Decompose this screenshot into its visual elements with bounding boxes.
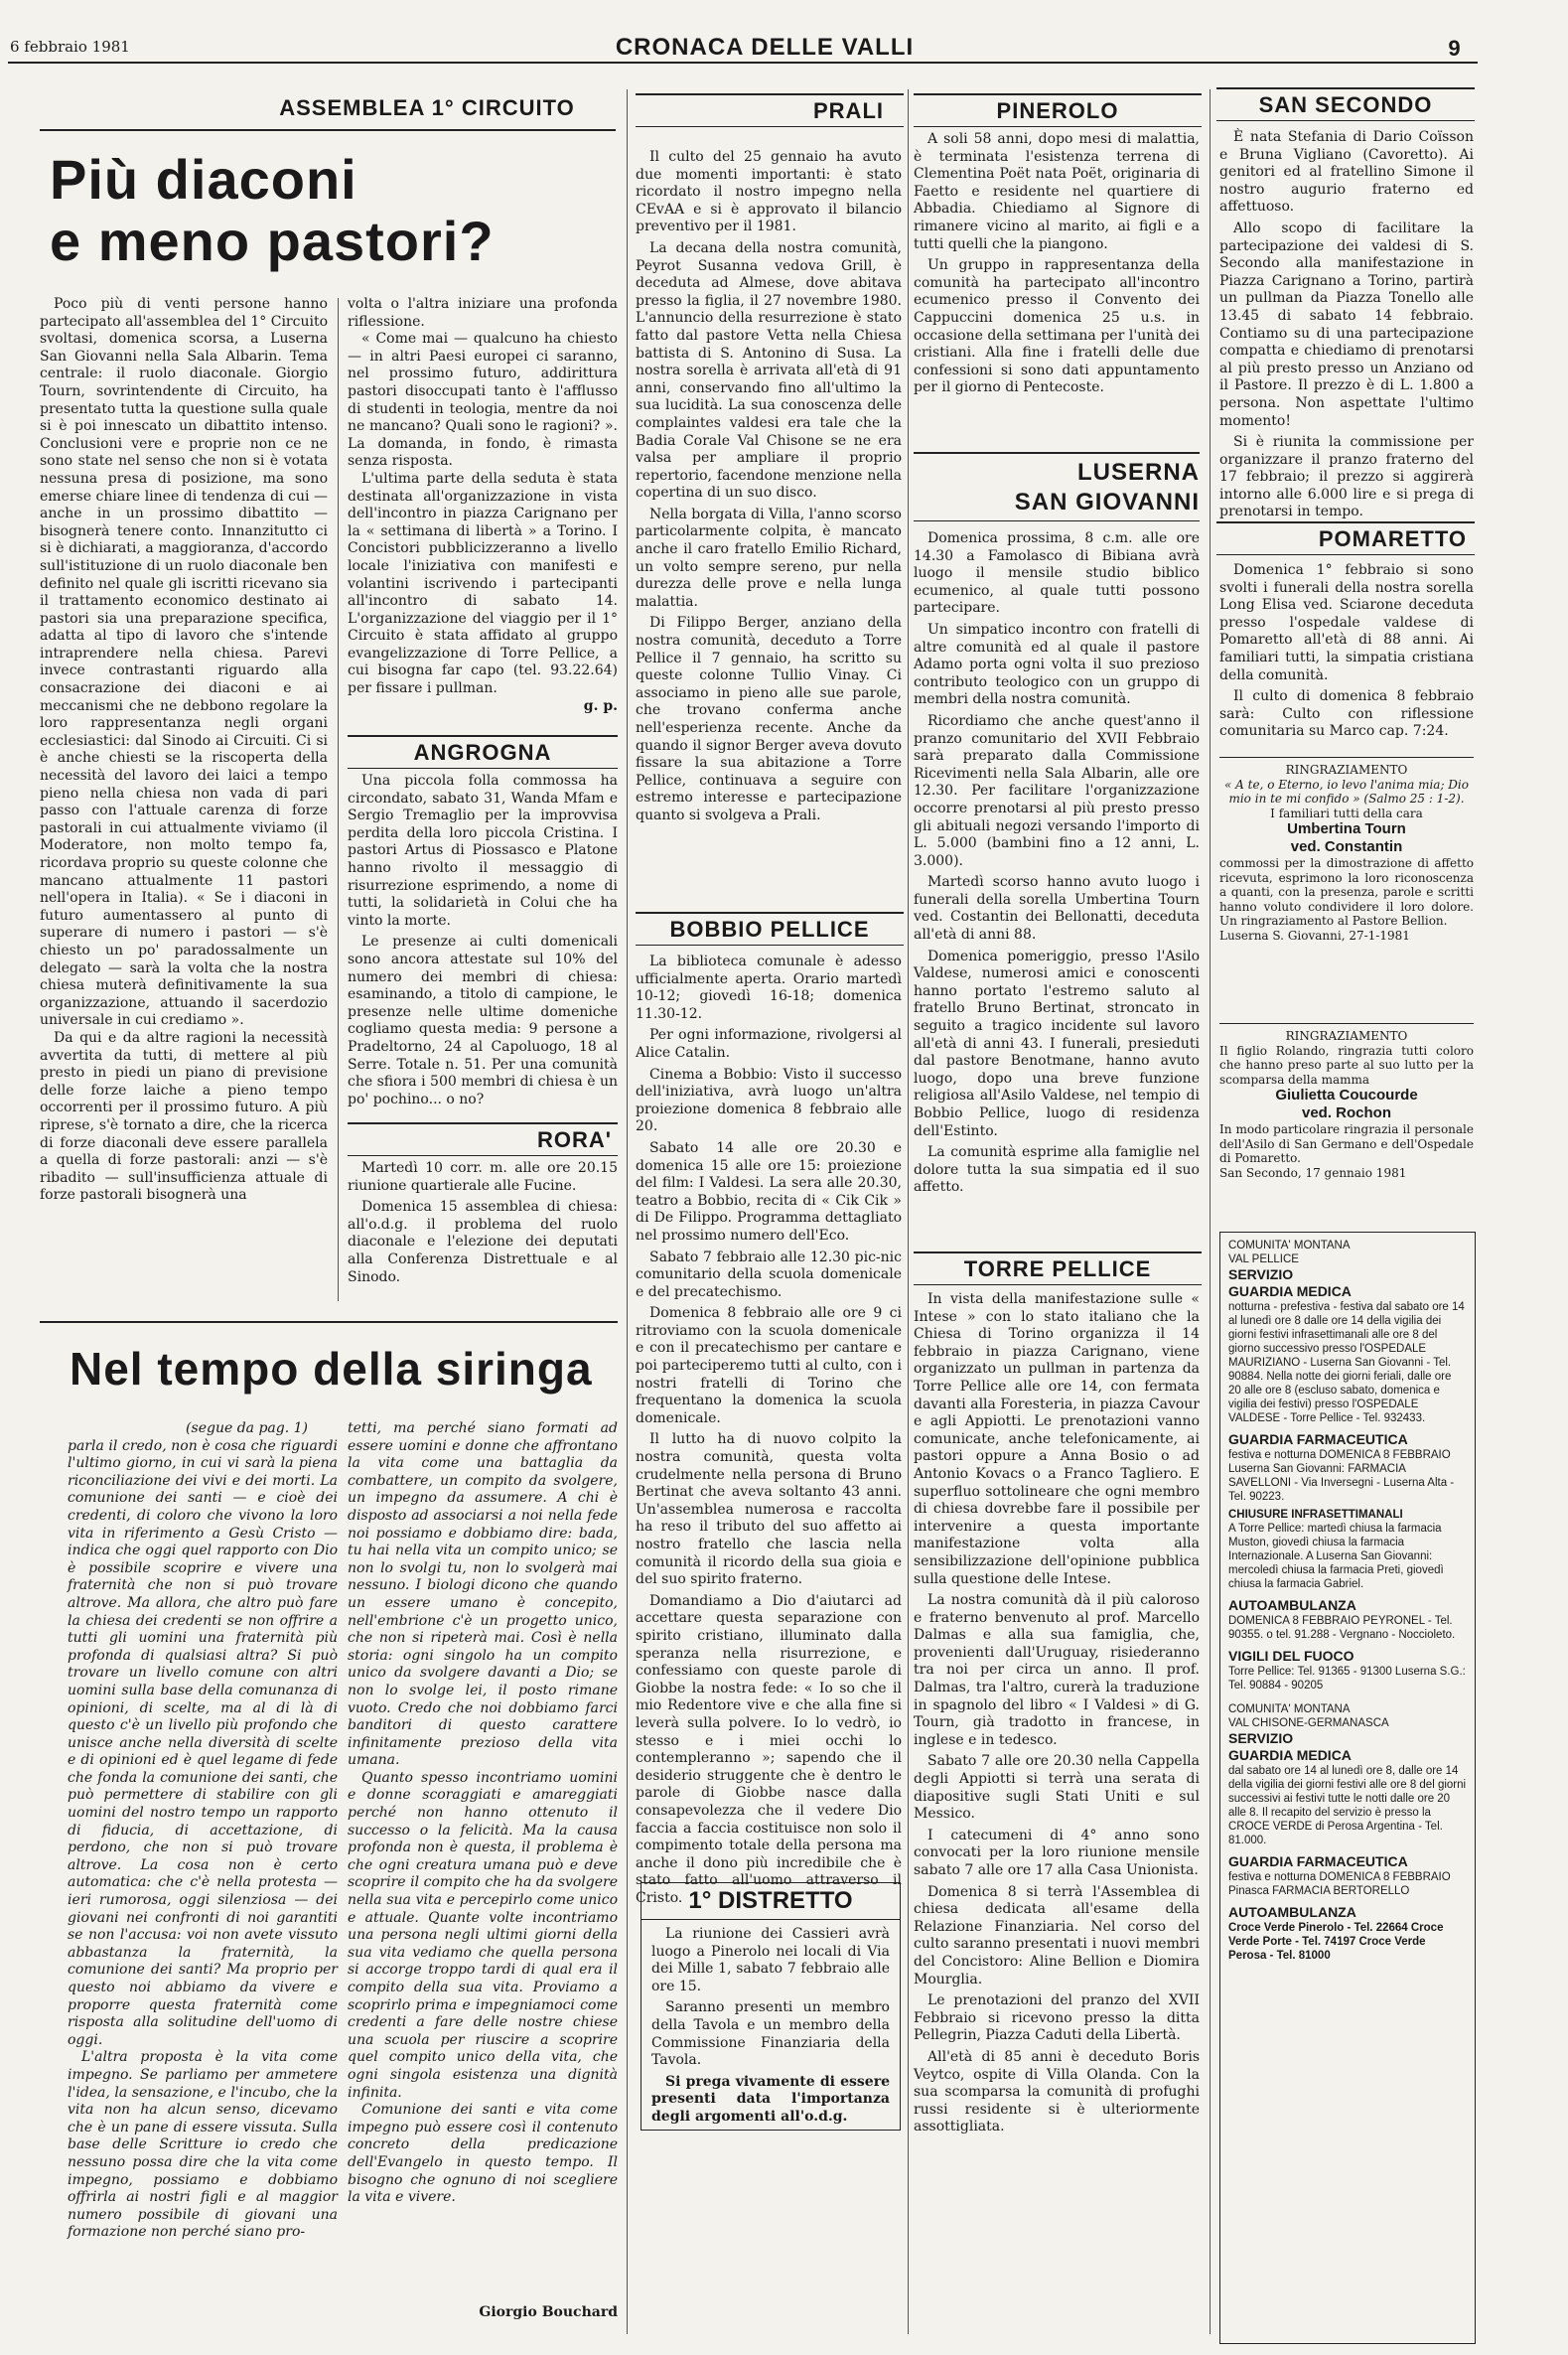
siringa-title: Nel tempo della siringa xyxy=(70,1343,593,1395)
angrogna-heading: ANGROGNA xyxy=(348,735,618,769)
assemblea-signature: g. p. xyxy=(583,697,618,714)
sansecondo-body: È nata Stefania di Dario Coïsson e Bruna Vigliano (Cavoretto). Ai genitori ed al fratellino Simone il nostro augurio fraterno ed affettuoso. Allo scopo di facilitare la partecipazione dei valdesi di S. Secondo alla manifestazione in Piazza Carignano a Torino, partirà un pullman da Piazza Tonello alle 13.45 di sabato 14 febbraio. Contiamo su di una partecipazione compatta e chiediamo di prenotarsi al più presto presso un Anziano od il Pastore. Il prezzo è di L. 1.800 a persona. Non aspettate l'ultimo momento! Si è riunita la commissione per organizzare il pranzo fraterno del 17 febbraio; il prezzo si aggirerà intorno alle 6.000 lire e si prega di prenotarsi in tempo. xyxy=(1219,129,1474,520)
bobbio-heading: BOBBIO PELLICE xyxy=(636,912,904,946)
servizi-box: COMUNITA' MONTANA VAL PELLICE SERVIZIO GUARDIA MEDICA notturna - prefestiva - festiva dal sabato ore 14 al lunedì ore 8 dalle ore 14 della vigilia dei giorni festivi infrasettimanali alle ore 8 del giorno successivo presso l'OSPEDALE MAURIZIANO - Luserna San Giovanni - Tel. 90884. Nella notte dei giorni feriali, dalle ore 20 alle ore 8 (escluso sabato, domenica e vigilia dei festivi) presso l'OSPEDALE VALDESE - Torre Pellice - Tel. 932433. GUARDIA FARMACEUTICA festiva e notturna DOMENICA 8 FEBBRAIO Luserna San Giovanni: FARMACIA SAVELLONI - Via Inversegni - Luserna Alta - Tel. 90223. CHIUSURE INFRASETTIMANALI A Torre Pellice: martedì chiusa la farmacia Muston, giovedì chiusa la farmacia Internazionale. A Luserna San Giovanni: mercoledì chiusa la farmacia Preti, giovedì chiusa la farmacia Gabriel. AUTOAMBULANZA DOMENICA 8 FEBBRAIO PEYRONEL - Tel. 90355. o tel. 91.288 - Vergnano - Noccioleto. VIGILI DEL FUOCO Torre Pellice: Tel. 91365 - 91300 Luserna S.G.: Tel. 90884 - 90205 COMUNITA' MONTANA VAL CHISONE-GERMANASCA SERVIZIO GUARDIA MEDICA dal sabato ore 14 al lunedì ore 8, dalle ore 14 della vigilia dei giorni festivi alle ore 8 del giorni successivi ai festivi tutte le notti dalle ore 20 alle 8. Il recapito del servizio è presso la CROCE VERDE di Perosa Argentina - Tel. 81.000. GUARDIA FARMACEUTICA festiva e notturna DOMENICA 8 FEBBRAIO Pinasca FARMACIA BERTORELLO AUTOAMBULANZA Croce Verde Pinerolo - Tel. 22664 Croce Verde Porte - Tel. 74197 Croce Verde Perosa - Tel. 81000 xyxy=(1219,1232,1476,2344)
distretto-heading: 1° DISTRETTO xyxy=(641,1883,900,1920)
pomaretto-heading: POMARETTO xyxy=(1216,521,1475,555)
luserna-body: Domenica prossima, 8 c.m. alle ore 14.30 a Famolasco di Bibiana avrà luogo il mensile studio biblico ecumenico, al quale tutti possono partecipare. Un simpatico incontro con fratelli di altre comunità ed al quale il pastore Adamo porta ogni volta il suo prezioso contributo teologico con un gruppo di membri della nostra comunità. Ricordiamo che anche quest'anno il pranzo comunitario del XVII Febbraio sarà preparato dalla Commissione Ricevimenti nella Sala Albarin, alle ore 12.30. Per facilitare l'organizzazione occorre prenotarsi al più presto presso gli abituali negozi versando l'importo di L. 5.000 (bambini fino a 12 anni, L. 3.000). Martedì scorso hanno avuto luogo i funerali della sorella Umbertina Tourn ved. Costantin dei Bellonatti, deceduta all'età di anni 88. Domenica pomeriggio, presso l'Asilo Valdese, numerosi amici e conoscenti hanno portato l'estremo saluto al fratello Bruno Bertinat, stroncato in seguito a tragico incidente sul lavoro all'età di anni 43. I funerali, presieduti dal pastore Benotmane, hanno avuto luogo, dopo una breve funzione religiosa all'Asilo Valdese, nel tempio di Bobbio Pellice, luogo di residenza dell'Estinto. La comunità esprime alla famiglie nel dolore tutta la sua simpatia ed il suo affetto. xyxy=(914,530,1200,1196)
assemblea-kicker: ASSEMBLEA 1° CIRCUITO xyxy=(279,95,575,120)
prali-body: Il culto del 25 gennaio ha avuto due momenti importanti: è stato ricordato il nostro impegno nella CEvAA e si è approvato il bilancio preventivo per il 1981. La decana della nostra comunità, Peyrot Susanna vedova Grill, è deceduta ad Almese, dove abitava presso la figlia, il 27 novembre 1980. L'annuncio della resurrezione è stato fatto dal pastore Vetta nella Chiesa battista di S. Antonino di Susa. La nostra sorella è arrivata all'età di 91 anni, conservando fino all'ultimo la sua lucidità. La sua conoscenza delle complaintes valdesi era tale che la Badia Corale Val Chisone se ne era valsa per ampliare il proprio repertorio, facendone menzione nella copertina di un suo disco. Nella borgata di Villa, l'anno scorso particolarmente colpita, è mancato anche il caro fratello Emilio Richard, un volto sempre sereno, pur nella durezza delle prove e nella lunga malattia. Di Filippo Berger, anziano della nostra comunità, deceduto a Torre Pellice il 7 gennaio, ha scritto su queste colonne Tullio Vinay. Ci associamo in pieno alle sue parole, che trovano conferma anche nell'esperienza recente. Anche da quando il signor Berger aveva dovuto fissare la sua abitazione a Torre Pellice, continuava a seguire con estremo interesse e partecipazione quanto si svolgeva a Prali. xyxy=(636,149,902,823)
siringa-column-1: (segue da pag. 1) parla il credo, non è cosa che riguardi l'ultimo giorno, in cui vi sarà la piena riconciliazione dei vivi e dei morti. La comunione dei santi — e cioè dei credenti, di coloro che vivono la loro vita in riferimento a Gesù Cristo — indica che oggi quel rapporto con Dio è possibile scoprire e vivere una fraternità che non si può trovare altrove. Ma allora, che altro può fare la chiesa dei credenti se non offrire a tutti gli uomini una fraternità più profonda di qualsiasi altra? Si può trovare un livello comune con altri uomini sulla base della comunanza di opinioni, di scelte, ma al di là di questo c'è un livello più profondo che unisce anche nella diversità di scelte e di opinioni ed è quel legame di fede che fonda la comunione dei santi, che può permettere di stabilire con gli uomini del nostro tempo un rapporto di fiducia, di accettazione, di perdono, che non si può trovare altrove. La cosa non è certo automatica: che c'è nella protesta — ieri rumorosa, oggi silenziosa — dei giovani nei confronti di noi garantiti se non l'accusa: voi non avete vissuto abbastanza la fraternità, la comunione dei santi? Ma proprio per questo noi abbiamo da vivere e proporre questa fraternità come risposta alla solitudine dell'uomo di oggi. L'altra proposta è la vita come impegno. Se parliamo per ammetere l'idea, la sensazione, e l'incubo, che la vita non ha alcun senso, dicevamo che è un pane di essere vissuta. Sulla base delle Scritture io credo che nessuno possa dire che la vita come impegno, possiamo e dobbiamo offrirla ai nostri figli e al maggior numero possibile di giovani una formazione non perché siano pro- xyxy=(68,1420,338,2241)
rora-heading: RORA' xyxy=(348,1122,618,1156)
assemblea-title-line2: e meno pastori? xyxy=(50,210,495,272)
assemblea-column-1: Poco più di venti persone hanno partecipato all'assemblea del 1° Circuito svoltasi, domenica scorsa, a Luserna San Giovanni nella Sala Albarin. Tema centrale: il ruolo diaconale. Giorgio Tourn, sovrintendente di Circuito, ha presentato tutta la questione sulla quale si è poi innescato un dibattito intenso. Conclusioni vere e proprie non ce ne sono state nel senso che non si è votata nessuna presa di posizione, ma sono emerse chiare linee di tendenza di cui — anche in un prossimo dibattito — bisognerà tenere conto. Innanzitutto ci si è dichiarati, a maggioranza, d'accordo sull'istituzione di un ruolo diaconale ben definito nel quale gli iscritti ricevano sia il trattamento economico destinato ai pastori sia una preparazione specifica, adatta al tipo di lavoro che s'intende intraprendere nella chiesa. Parevi invece contrastanti riguardo alla consacrazione dei diaconi e ai meccanismi che ne debbono regolare la loro rappresentanza negli organi ecclesiastici: dal Sinodo ai Circuiti. Ci si è anche chiesti se la riscoperta della necessità del lavoro dei laici a tempo pieno nella chiesa non vada di pari passo con l'attuale carenza di forze pastorali in cui attualmente viviamo (il Moderatore, non molto tempo fa, ricordava proprio su queste colonne che mancano attualmente 11 pastori nell'opera in Italia). « Se i diaconi in futuro aumentassero al punto di superare di numero i pastori — s'è chiesto un po' paradossalmente un delegato — sarà la volta che la nostra chiesa muterà definitivamente la sua organizzazione, attuando il sacerdozio universale in cui crediamo ». Da qui e da altre ragioni la necessità avvertita da tutti, di mettere al più presto in piedi un piano di previsione delle forze laiche a pieno tempo occorrenti per il prossimo futuro. A più riprese, s'è tornato a dire, che la ricerca di forze diaconali deve essere parallela a quella di forze pastorali: anzi — s'è ribadito — sull'insufficienza attuale di forze pastorali bisognerà una xyxy=(40,296,328,1204)
sansecondo-heading: SAN SECONDO xyxy=(1216,87,1475,121)
bobbio-body: La biblioteca comunale è adesso ufficialmente aperta. Orario martedì 10-12; giovedì 16-18; domenica 11.30-12. Per ogni informazione, rivolgersi al Alice Catalin. Cinema a Bobbio: Visto il successo dell'iniziativa, avrà luogo un'altra proiezione domenica 8 febbraio alle 20. Sabato 14 alle ore 20.30 e domenica 15 alle ore 15: proiezione del film: I Valdesi. La sera alle 20.30, teatro a Bobbio, recita di « Cik Cik » di De Filippo. Programma dettagliato nel prossimo numero dell'Eco. Sabato 7 febbraio alle 12.30 pic-nic comunitario della scuola domenicale e del precatechismo. Domenica 8 febbraio alle ore 9 ci ritroviamo con la scuola domenicale e con il precatechismo per cantare e poi parteciperemo tutti al culto, con i nostri fratelli di Torino che frequentano la domenica la scuola domenicale. Il lutto ha di nuovo colpito la nostra comunità, questa volta crudelmente nella persona di Bruno Bertinat che aveva soltanto 43 anni. Un'assemblea numerosa e raccolta ha reso il tributo del suo affetto ai nostro fratello che lascia nella comunità il ricordo della sua gioia e del suo spirito fraterno. Domandiamo a Dio d'aiutarci ad accettare questa separazione con spirito cristiano, illuminato dalla speranza nella risurrezione, e confessiamo con queste parole di Giobbe la nostra fede: « Io so che il mio Redentore vive e che alla fine si leverà sulla polvere. Io lo vedrò, io stesso e i miei occhi lo contempleranno »; sapendo che il desiderio struggente che è dentro le parole di Giobbe nasce dalla consapevolezza che il vedere Dio faccia a faccia costituisce non solo il compimento totale della persona ma anche il dono più incredibile che è stato fatto all'uomo attraverso il Cristo. xyxy=(636,954,902,1906)
ringraziamento-1: RINGRAZIAMENTO « A te, o Eterno, io levo l'anima mia; Dio mio in te mi confido » (Salmo 25 : 1-2). I familiari tutti della cara Umbertina Tourn ved. Constantin commossi per la dimostrazione di affetto ricevuta, esprimono la loro riconoscenza a quanti, con la presenza, parole e scritti hanno voluto condividere il loro dolore. Un ringraziamento al Pastore Bellion. Luserna S. Giovanni, 27-1-1981 xyxy=(1219,763,1474,943)
luserna-heading-line2: SAN GIOVANNI xyxy=(1014,489,1200,515)
siringa-column-2: tetti, ma perché siano formati ad essere uomini e donne che affrontano la vita come una battaglia da combattere, un compito da svolgere, un impegno da assumere. A chi è disposto ad associarsi a noi nella fede noi possiamo e dobbiamo dire: bada, tu hai nella vita un compito unico; se non lo svolgi tu, non lo svolgerà mai nessuno. I biologi dicono che quando un essere umano è concepito, nell'embrione c'è un progetto unico, che non si ripeterà mai. Così è nella storia: ogni singolo ha un compito unico da svolgere davanti a Dio; se non lo svolge lei, il posto rimane vuoto. Credo che noi dobbiamo farci banditori di questo carattere infinitamente prezioso della vita umana. Quanto spesso incontriamo uomini e donne scoraggiati e amareggiati perché non hanno ottenuto il successo o la felicità. Ma la causa profonda non è questa, il problema è che ogni creatura umana può e deve scoprire il compito che ha da svolgere nella sua vita e percepirlo come unico e attuale. Quante volte incontriamo una persona negli ultimi giorni della sua vita vediamo che quella persona si accorge troppo tardi di qual era il compito della sua vita. Proviamo a scoprirlo prima e impegniamoci come credenti a fare delle nostre chiese una scuola per riuscire a scoprire quel compito unico della vita, che ogni singola esistenza una dignità infinita. Comunione dei santi e vita come impegno può essere così il contenuto concreto della predicazione dell'Evangelo in questo tempo. Il bisogno che ognuno di noi scegliere la vita e vivere. xyxy=(348,1420,618,2206)
page-number: 9 xyxy=(1448,36,1462,61)
luserna-heading-line1: LUSERNA xyxy=(1076,459,1200,486)
newspaper-title: CRONACA DELLE VALLI xyxy=(615,34,915,61)
prali-heading: PRALI xyxy=(636,93,904,127)
siringa-follow-note: (segue da pag. 1) xyxy=(186,1420,308,1436)
assemblea-title-line1: Più diaconi xyxy=(50,148,357,211)
rora-body: Martedì 10 corr. m. alle ore 20.15 riunione quartierale alle Fucine. Domenica 15 assemblea di chiesa: all'o.d.g. il problema del ruolo diaconale e l'elezione dei deputati alla Conferenza Distrettuale e al Sinodo. xyxy=(348,1160,618,1285)
siringa-signature: Giorgio Bouchard xyxy=(479,2304,618,2320)
torre-body: In vista della manifestazione sulle « Intese » con lo stato italiano che la Chiesa di Torino organizza il 14 febbraio in piazza Carignano, viene organizzato un pullman in partenza da Torre Pellice alle ore 14, con fermata davanti alla Foresteria, in piazza Cavour e agli Appiotti. Le prenotazioni vanno comunicate, anche telefonicamente, ai pastori oppure a Anna Bosio o ad Antonio Kovacs o a Franco Tagliero. E superfluo sottolineare che ogni membro di chiesa dovrebbe fare il possibile per intervenire a questa importante manifestazione volta alla sensibilizzazione dell'opinione pubblica sulla questione delle Intese. La nostra comunità dà il più caloroso e fraterno benvenuto al prof. Marcello Dalmas e alla sua famiglia, che, provenienti dall'Uruguay, risiederanno tra noi per circa un anno. Il prof. Dalmas, tra l'altro, curerà la traduzione in spagnolo del libro « I Valdesi » di G. Tourn, già tradotto in francese, in inglese e in tedesco. Sabato 7 alle ore 20.30 nella Cappella degli Appiotti si terrà una serata di diapositive sugli Stati Uniti e sul Messico. I catecumeni di 4° anno sono convocati per la loro riunione mensile sabato 7 alle ore 17 alla Casa Unionista. Domenica 8 si terrà l'Assemblea di chiesa dedicata all'esame della Relazione Finanziaria. Nel corso del culto saranno presentati i nuovi membri del Concistoro: Aline Bellion e Diomira Mourglia. Le prenotazioni del pranzo del XVII Febbraio si ricevono presso la ditta Pellegrin, Piazza Caduti della Libertà. All'età di 85 anni è deceduto Boris Veytco, ospite di Villa Olanda. Con la sua scomparsa la comunità di profughi russi residente si è ulteriormente assottigliata. xyxy=(914,1291,1200,2135)
pinerolo-heading: PINEROLO xyxy=(914,93,1202,127)
ringraziamento-2: RINGRAZIAMENTO Il figlio Rolando, ringrazia tutti coloro che hanno preso parte al suo lutto per la scomparsa della mamma Giulietta Coucourde ved. Rochon In modo particolare ringrazia il personale dell'Asilo di San Germano e dell'Ospedale di Pomaretto. San Secondo, 17 gennaio 1981 xyxy=(1219,1029,1474,1180)
assemblea-column-2: volta o l'altra iniziare una profonda riflessione. « Come mai — qualcuno ha chiesto — in altri Paesi europei ci saranno, nel prossimo futuro, addirittura pastori disoccupati tanto è l'afflusso di studenti in teologia, mentre da noi ne mancano? Quali sono le ragioni? ». La domanda, in fondo, è rimasta senza risposta. L'ultima parte della seduta è stata destinata all'organizzazione in vista dell'incontro in piazza Carignano per la « settimana di libertà » a Torino. I Concistori pubblicizzeranno a livello locale l'iniziativa con manifesti e volantini iscrivendo i partecipanti all'incontro di sabato 14. L'organizzazione del viaggio per il 1° Circuito è stata affidato al gruppo evangelizzazione di Torre Pellice, a cui bisogna far capo (tel. 93.22.64) per fissare i pullman. g. p. xyxy=(348,296,618,714)
torre-heading: TORRE PELLICE xyxy=(914,1251,1202,1285)
pomaretto-body: Domenica 1° febbraio si sono svolti i funerali della nostra sorella Long Elisa ved. Sciarone deceduta presso l'ospedale valdese di Pomaretto all'età di 88 anni. Ai familiari tutti, la simpatia cristiana della comunità. Il culto di domenica 8 febbraio sarà: Culto con riflessione comunitaria su Marco cap. 7:24. xyxy=(1219,562,1474,740)
angrogna-body: Una piccola folla commossa ha circondato, sabato 31, Wanda Mfam e Sergio Tremaglio per la improvvisa perdita della loro piccola Cristina. I pastori Artus di Piossasco e Platone hanno rivolto il messaggio di risurrezione esprimendo, a nome di tutti, la solidarietà in Colui che ha vinto la morte. Le presenze ai culti domenicali sono ancora attestate sul 10% del numero dei membri di chiesa: esaminando, a titolo di campione, le presenze nelle ultime domeniche cogliamo questa media: 9 persone a Pradeltorno, 24 al Capoluogo, 18 al Serre. Totale n. 51. Per una comunità che sfiora i 500 membri di chiesa è un po' pochino... o no? xyxy=(348,773,618,1107)
distretto-box: 1° DISTRETTO La riunione dei Cassieri avrà luogo a Pinerolo nei locali di Via dei Mille 1, sabato 7 febbraio alle ore 15. Saranno presenti un membro della Tavola e un membro della Commissione Finanziaria della Tavola. Si prega vivamente di essere presenti data l'importanza degli argomenti all'o.d.g. xyxy=(641,1882,901,2131)
header-date: 6 febbraio 1981 xyxy=(10,38,130,56)
pinerolo-body: A soli 58 anni, dopo mesi di malattia, è terminata l'esistenza terrena di Clementina Poët nata Poët, originaria di Faetto e residente nel quartiere di Abbadia. Chiediamo al Signore di rimanere vicino al marito, ai figli e a tutti quelli che la piangono. Un gruppo in rappresentanza della comunità ha partecipato all'incontro ecumenico presso il Convento dei Cappuccini domenica 25 u.s. in occasione della settimana per l'unità dei cristiani. Alla fine i fratelli delle due confessioni si sono dati appuntamento per il giorno di Pentecoste. xyxy=(914,131,1200,396)
